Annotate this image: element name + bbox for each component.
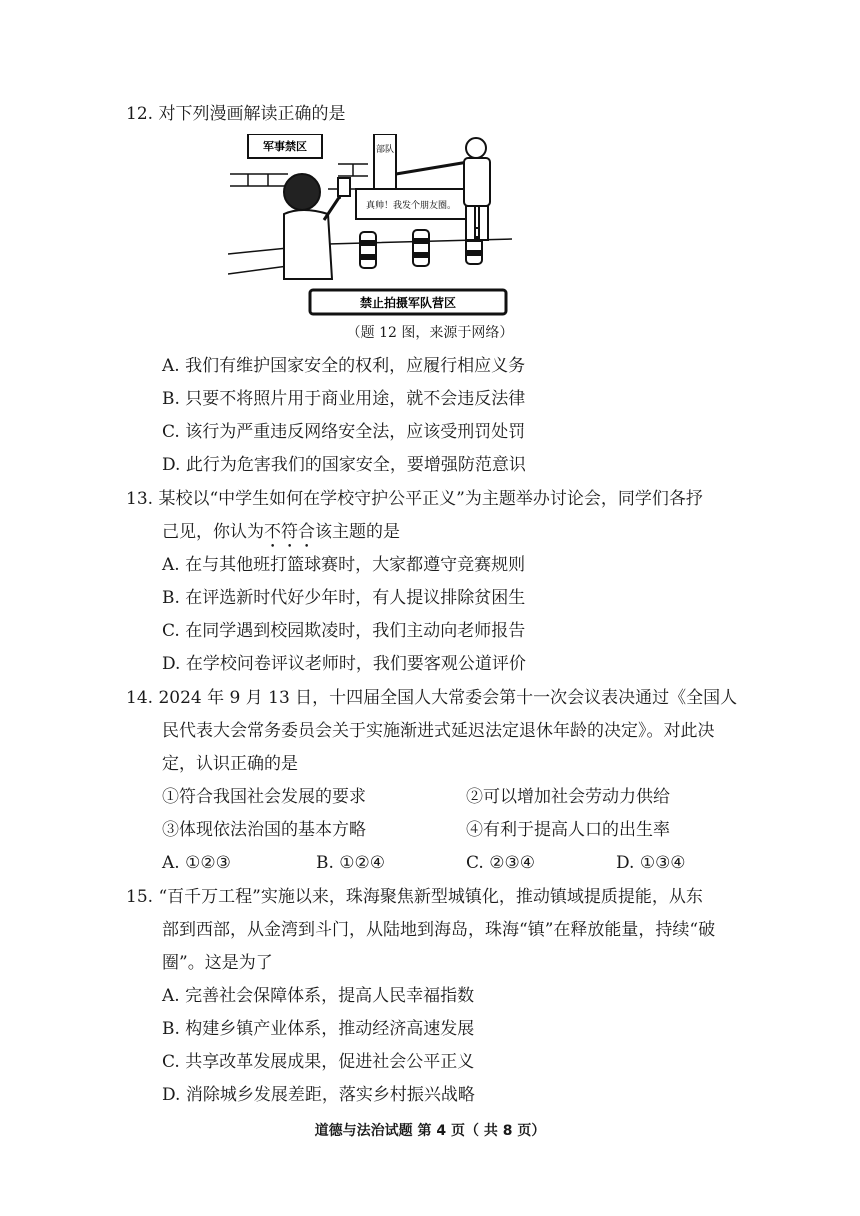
q15-stem-line3: 圈”。这是为了	[162, 953, 273, 973]
q13-option-d: D. 在学校问卷评议老师时，我们要客观公道评价	[162, 654, 526, 674]
post-text: 部队	[375, 145, 395, 155]
q15-option-a: A. 完善社会保障体系，提高人民幸福指数	[162, 986, 475, 1006]
q15-option-c: C. 共享改革发展成果，促进社会公平正义	[162, 1052, 475, 1072]
q15-stem-line2: 部到西部，从金湾到斗门，从陆地到海岛，珠海“镇”在释放能量，持续“破	[162, 920, 716, 940]
q12-option-c: C. 该行为严重违反网络安全法，应该受刑罚处罚	[162, 422, 526, 442]
q12-option-a: A. 我们有维护国家安全的权利，应履行相应义务	[162, 356, 526, 376]
q15-option-d: D. 消除城乡发展差距，落实乡村振兴战略	[162, 1085, 475, 1105]
speech-text: 真帅！我发个朋友圈。	[365, 201, 457, 211]
q14-item-3: ③体现依法治国的基本方略	[162, 820, 366, 840]
q13-emphasis: 不符合	[264, 522, 315, 542]
q14-option-d: D. ①③④	[616, 853, 686, 873]
q12-option-d: D. 此行为危害我们的国家安全，要增强防范意识	[162, 455, 526, 475]
q15-option-b: B. 构建乡镇产业体系，推动经济高速发展	[162, 1019, 475, 1039]
q12-option-b: B. 只要不将照片用于商业用途，就不会违反法律	[162, 389, 526, 409]
q13-stem-line1: 13. 某校以“中学生如何在学校守护公平正义”为主题举办讨论会，同学们各抒	[126, 489, 703, 509]
q14-stem-line1: 14. 2024 年 9 月 13 日，十四届全国人大常委会第十一次会议表决通过《全国人	[126, 688, 738, 708]
q12-stem: 12. 对下列漫画解读正确的是	[126, 104, 346, 124]
sign-top-text: 军事禁区	[263, 140, 307, 153]
q14-option-a: A. ①②③	[162, 853, 231, 873]
banner-text: 禁止拍摄军队营区	[359, 296, 457, 310]
q13-stem-line2	[162, 516, 400, 552]
q14-option-c: C. ②③④	[466, 853, 535, 873]
page-footer: 道德与法治试题 第 4 页（ 共 8 页）	[314, 1123, 546, 1139]
q14-item-1: ①符合我国社会发展的要求	[162, 787, 366, 807]
q14-item-4: ④有利于提高人口的出生率	[466, 820, 670, 840]
q12-cartoon	[228, 134, 512, 318]
q13-option-a: A. 在与其他班打篮球赛时，大家都遵守竞赛规则	[162, 555, 526, 575]
q12-caption: （题 12 图，来源于网络）	[346, 325, 514, 341]
q13-option-b: B. 在评选新时代好少年时，有人提议排除贫困生	[162, 588, 526, 608]
q15-stem-line1: 15. “百千万工程”实施以来，珠海聚焦新型城镇化，推动镇域提质提能，从东	[126, 887, 703, 907]
q14-stem-line2: 民代表大会常务委员会关于实施渐进式延迟法定退休年龄的决定》。对此决	[162, 721, 715, 741]
q14-stem-line3: 定，认识正确的是	[162, 754, 298, 774]
q13-line2-pre: 己见，你认为	[162, 522, 264, 542]
q13-line2-post: 该主题的是	[315, 522, 400, 542]
q14-option-b: B. ①②④	[316, 853, 386, 873]
q13-option-c: C. 在同学遇到校园欺凌时，我们主动向老师报告	[162, 621, 526, 641]
q14-item-2: ②可以增加社会劳动力供给	[466, 787, 670, 807]
